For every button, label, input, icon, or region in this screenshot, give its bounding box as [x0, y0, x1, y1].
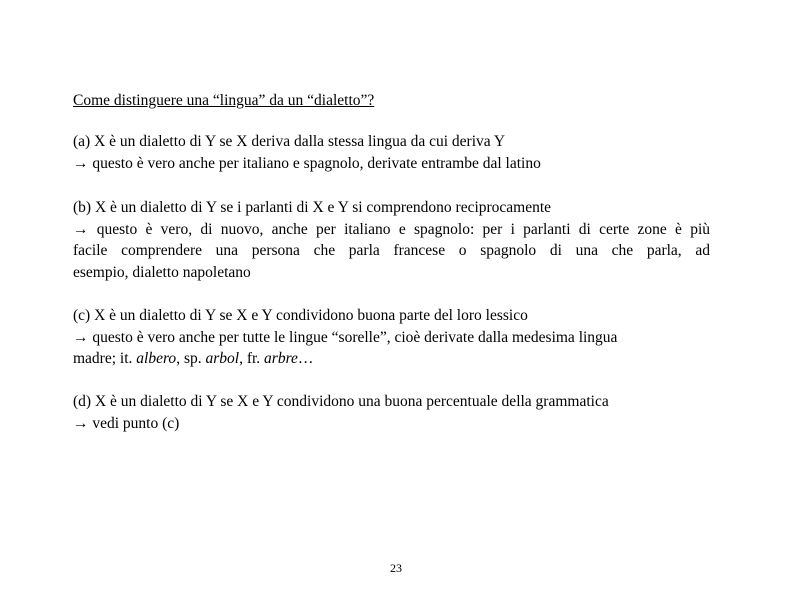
section-b	[73, 197, 710, 283]
section-d-line-2: → vedi punto (c)	[73, 414, 180, 432]
section-a-line-1: (a) X è un dialetto di Y se X deriva dalla stessa lingua da cui deriva Y	[73, 133, 506, 150]
example-spanish: arbol	[205, 350, 240, 367]
section-a	[73, 131, 710, 174]
page-title: Come distinguere una “lingua” da un “dialetto”?	[73, 92, 375, 109]
section-c	[73, 305, 710, 370]
section-c-line-3-prefix: madre; it.	[73, 350, 137, 367]
section-c-line-1: (c) X è un dialetto di Y se X e Y condividono buona parte del loro lessico	[73, 307, 528, 324]
section-b-line-3: facile comprendere una persona che parla francese o spagnolo di una che parla, ad	[73, 242, 710, 259]
example-french: arbre	[264, 350, 298, 367]
section-c-sep-1: , sp.	[176, 350, 206, 367]
section-c-line-2: → questo è vero anche per tutte le lingue “sorelle”, cioè derivate dalla medesima lingua	[73, 328, 618, 346]
section-a-line-2: → questo è vero anche per italiano e spagnolo, derivate entrambe dal latino	[73, 154, 541, 172]
section-b-line-1: (b) X è un dialetto di Y se i parlanti di X e Y si comprendono reciprocamente	[73, 199, 552, 216]
section-b-line-2: → questo è vero, di nuovo, anche per italiano e spagnolo: per i parlanti di certe zone è più	[73, 220, 710, 238]
section-d-line-1: (d) X è un dialetto di Y se X e Y condividono una buona percentuale della grammatica	[73, 393, 609, 410]
section-b-line-4: esempio, dialetto napoletano	[73, 263, 251, 281]
section-c-line-3	[73, 348, 710, 370]
page-number: 23	[390, 561, 402, 575]
example-italian: albero	[136, 350, 177, 367]
section-c-suffix: …	[297, 350, 314, 367]
section-c-sep-2: , fr.	[239, 350, 265, 367]
section-d	[73, 391, 710, 434]
